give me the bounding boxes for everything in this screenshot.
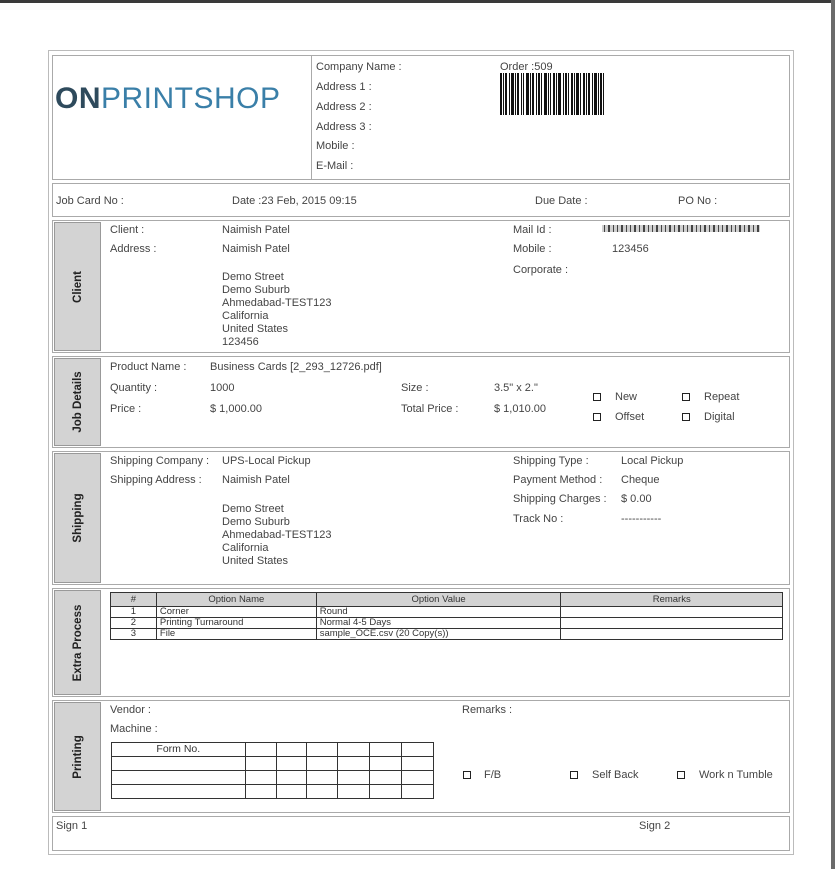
onprintshop-logo: ONPRINTSHOP	[55, 82, 281, 115]
column-header: Option Name	[156, 593, 316, 607]
job-card-number: Job Card No :	[56, 195, 124, 207]
po-number: PO No :	[678, 195, 718, 207]
quantity-value: 1000	[210, 382, 235, 394]
table-row	[111, 629, 783, 640]
client-address-line: California	[222, 310, 269, 322]
digital-checkbox[interactable]	[682, 413, 690, 421]
repeat-checkbox[interactable]	[682, 393, 690, 401]
printing-section-label: Printing	[54, 702, 101, 811]
table-row	[111, 607, 783, 618]
client-address-line: United States	[222, 323, 289, 335]
table-cell	[561, 607, 783, 618]
table-row	[111, 618, 783, 629]
client-label: Client :	[110, 224, 145, 236]
sign-1-label: Sign 1	[56, 820, 88, 832]
offset-checkbox[interactable]	[593, 413, 601, 421]
digital-option-label: Digital	[704, 411, 735, 423]
client-section	[52, 220, 790, 353]
new-checkbox[interactable]	[593, 393, 601, 401]
shipping-type-value: Local Pickup	[621, 455, 684, 467]
self-back-checkbox[interactable]	[570, 771, 578, 779]
remarks-label: Remarks :	[462, 704, 513, 716]
machine-label: Machine :	[110, 723, 158, 735]
order-number: Order :509	[500, 61, 553, 73]
repeat-option-label: Repeat	[704, 391, 740, 403]
track-number-value: -----------	[621, 513, 662, 525]
extra-process-table	[110, 592, 783, 640]
column-header: Option Value	[316, 593, 561, 607]
table-cell	[561, 618, 783, 629]
shipping-charges-value: $ 0.00	[621, 493, 652, 505]
shipping-company-value: UPS-Local Pickup	[222, 455, 311, 467]
job-details-section-label: Job Details	[54, 358, 101, 446]
table-header-row	[111, 593, 783, 607]
table-cell: 3	[111, 629, 157, 640]
window-top-edge	[0, 0, 835, 3]
sign-box	[52, 816, 790, 851]
table-cell: File	[156, 629, 316, 640]
corporate-label: Corporate :	[513, 264, 569, 276]
product-name-value: Business Cards [2_293_12726.pdf]	[210, 361, 382, 373]
shipping-address-line: California	[222, 542, 269, 554]
window-scrollbar[interactable]	[831, 0, 835, 869]
header-divider	[311, 55, 312, 180]
work-n-tumble-option-label: Work n Tumble	[699, 769, 773, 781]
total-price-label: Total Price :	[401, 403, 459, 415]
client-mobile-value: 123456	[612, 243, 649, 255]
mail-id-label: Mail Id :	[513, 224, 552, 236]
work-n-tumble-checkbox[interactable]	[677, 771, 685, 779]
track-number-label: Track No :	[513, 513, 564, 525]
form-number-grid	[111, 742, 434, 799]
order-barcode	[500, 73, 604, 115]
column-header: Remarks	[561, 593, 783, 607]
shipping-address-label: Shipping Address :	[110, 474, 202, 486]
company-name-label: Company Name :	[316, 61, 402, 73]
due-date: Due Date :	[535, 195, 588, 207]
self-back-option-label: Self Back	[592, 769, 639, 781]
shipping-address-line: United States	[222, 555, 289, 567]
client-mobile-label: Mobile :	[513, 243, 552, 255]
client-section-label: Client	[54, 222, 101, 351]
mobile-label: Mobile :	[316, 140, 355, 152]
payment-method-value: Cheque	[621, 474, 660, 486]
column-header: #	[111, 593, 157, 607]
client-address-label: Address :	[110, 243, 157, 255]
shipping-section-label: Shipping	[54, 453, 101, 583]
shipping-section	[52, 451, 790, 585]
shipping-address-line: Demo Street	[222, 503, 284, 515]
total-price-value: $ 1,010.00	[494, 403, 546, 415]
mail-id-redacted	[602, 224, 760, 233]
table-cell: 1	[111, 607, 157, 618]
shipping-type-label: Shipping Type :	[513, 455, 589, 467]
header-box	[52, 55, 790, 180]
table-cell: Corner	[156, 607, 316, 618]
address3-label: Address 3 :	[316, 121, 372, 133]
order-date: Date :23 Feb, 2015 09:15	[232, 195, 357, 207]
size-value: 3.5" x 2."	[494, 382, 538, 394]
form-number-label: Form No.	[112, 743, 246, 757]
price-label: Price :	[110, 403, 142, 415]
client-name: Naimish Patel	[222, 224, 290, 236]
client-address-line: 123456	[222, 336, 259, 348]
shipping-address-line: Demo Suburb	[222, 516, 290, 528]
sign-2-label: Sign 2	[639, 820, 671, 832]
fb-checkbox[interactable]	[463, 771, 471, 779]
size-label: Size :	[401, 382, 429, 394]
client-address-line: Demo Street	[222, 271, 284, 283]
fb-option-label: F/B	[484, 769, 502, 781]
table-cell: 2	[111, 618, 157, 629]
client-address-line: Demo Suburb	[222, 284, 290, 296]
table-cell: Round	[316, 607, 561, 618]
vendor-label: Vendor :	[110, 704, 151, 716]
offset-option-label: Offset	[615, 411, 645, 423]
shipping-charges-label: Shipping Charges :	[513, 493, 607, 505]
quantity-label: Quantity :	[110, 382, 158, 394]
price-value: $ 1,000.00	[210, 403, 262, 415]
shipping-address-name: Naimish Patel	[222, 474, 290, 486]
table-cell	[561, 629, 783, 640]
table-cell: Normal 4-5 Days	[316, 618, 561, 629]
client-address-name: Naimish Patel	[222, 243, 290, 255]
table-cell: sample_OCE.csv (20 Copy(s))	[316, 629, 561, 640]
payment-method-label: Payment Method :	[513, 474, 603, 486]
product-name-label: Product Name :	[110, 361, 187, 373]
shipping-address-line: Ahmedabad-TEST123	[222, 529, 332, 541]
client-address-line: Ahmedabad-TEST123	[222, 297, 332, 309]
shipping-company-label: Shipping Company :	[110, 455, 210, 467]
email-label: E-Mail :	[316, 160, 354, 172]
table-cell: Printing Turnaround	[156, 618, 316, 629]
address1-label: Address 1 :	[316, 81, 372, 93]
new-option-label: New	[615, 391, 638, 403]
extra-process-section-label: Extra Process	[54, 590, 101, 695]
address2-label: Address 2 :	[316, 101, 372, 113]
